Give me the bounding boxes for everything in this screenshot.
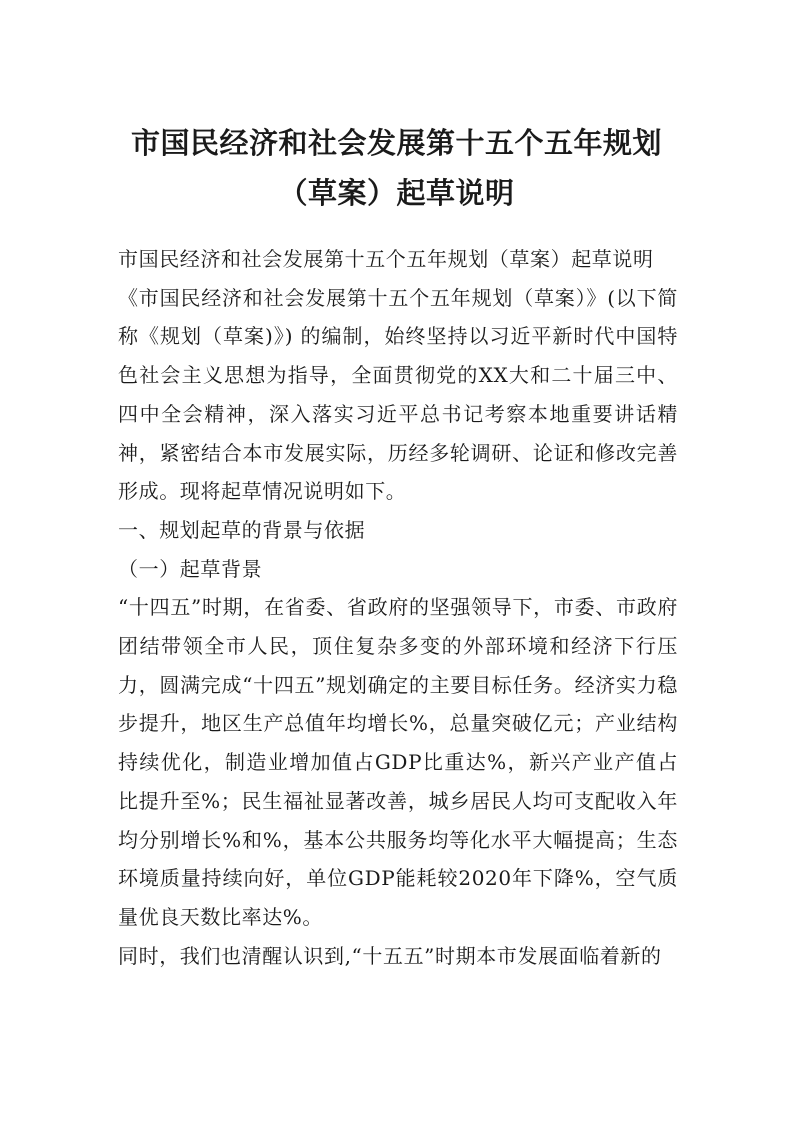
paragraph-background: “十四五”时期，在省委、省政府的坚强领导下，市委、市政府团结带领全市人民，顶住复杂多变的外部环境和经济下行压力，圆满完成“十四五”规划确定的主要目标任务。经济实力稳步提升，地区生产总值年均增长%，总量突破亿元；产业结构持续优化，制造业增加值占GDP比重达%，新兴产业产值占比提升至%；民生福祉显著改善，城乡居民人均可支配收入年均分别增长%和%，基本公共服务均等化水平大幅提高；生态环境质量持续向好，单位GDP能耗较2020年下降%，空气质量优良天数比率达%。 [118, 595, 678, 929]
document-body [118, 240, 678, 975]
intro-heading: 市国民经济和社会发展第十五个五年规划（草案）起草说明 [118, 247, 654, 271]
subsection-heading-1: （一）起草背景 [118, 556, 263, 581]
intro-paragraph: 《市国民经济和社会发展第十五个五年规划（草案）》(以下简称《规划（草案)》) 的编制，始终坚持以习近平新时代中国特色社会主义思想为指导，全面贯彻党的XX大和二十届三中、四中全会精神，深入落实习近平总书记考察本地重要讲话精神，紧密结合本市发展实际，历经多轮调研、论证和修改完善形成。现将起草情况说明如下。 [118, 285, 678, 504]
paragraph-next: 同时，我们也清醒认识到,“十五五”时期本市发展面临着新的 [118, 943, 662, 968]
section-heading-1: 一、规划起草的背景与依据 [118, 517, 366, 542]
title-line-2: （草案）起草说明 [278, 176, 515, 210]
title-line-1: 市国民经济和社会发展第十五个五年规划 [130, 126, 662, 160]
document-title [100, 118, 693, 218]
